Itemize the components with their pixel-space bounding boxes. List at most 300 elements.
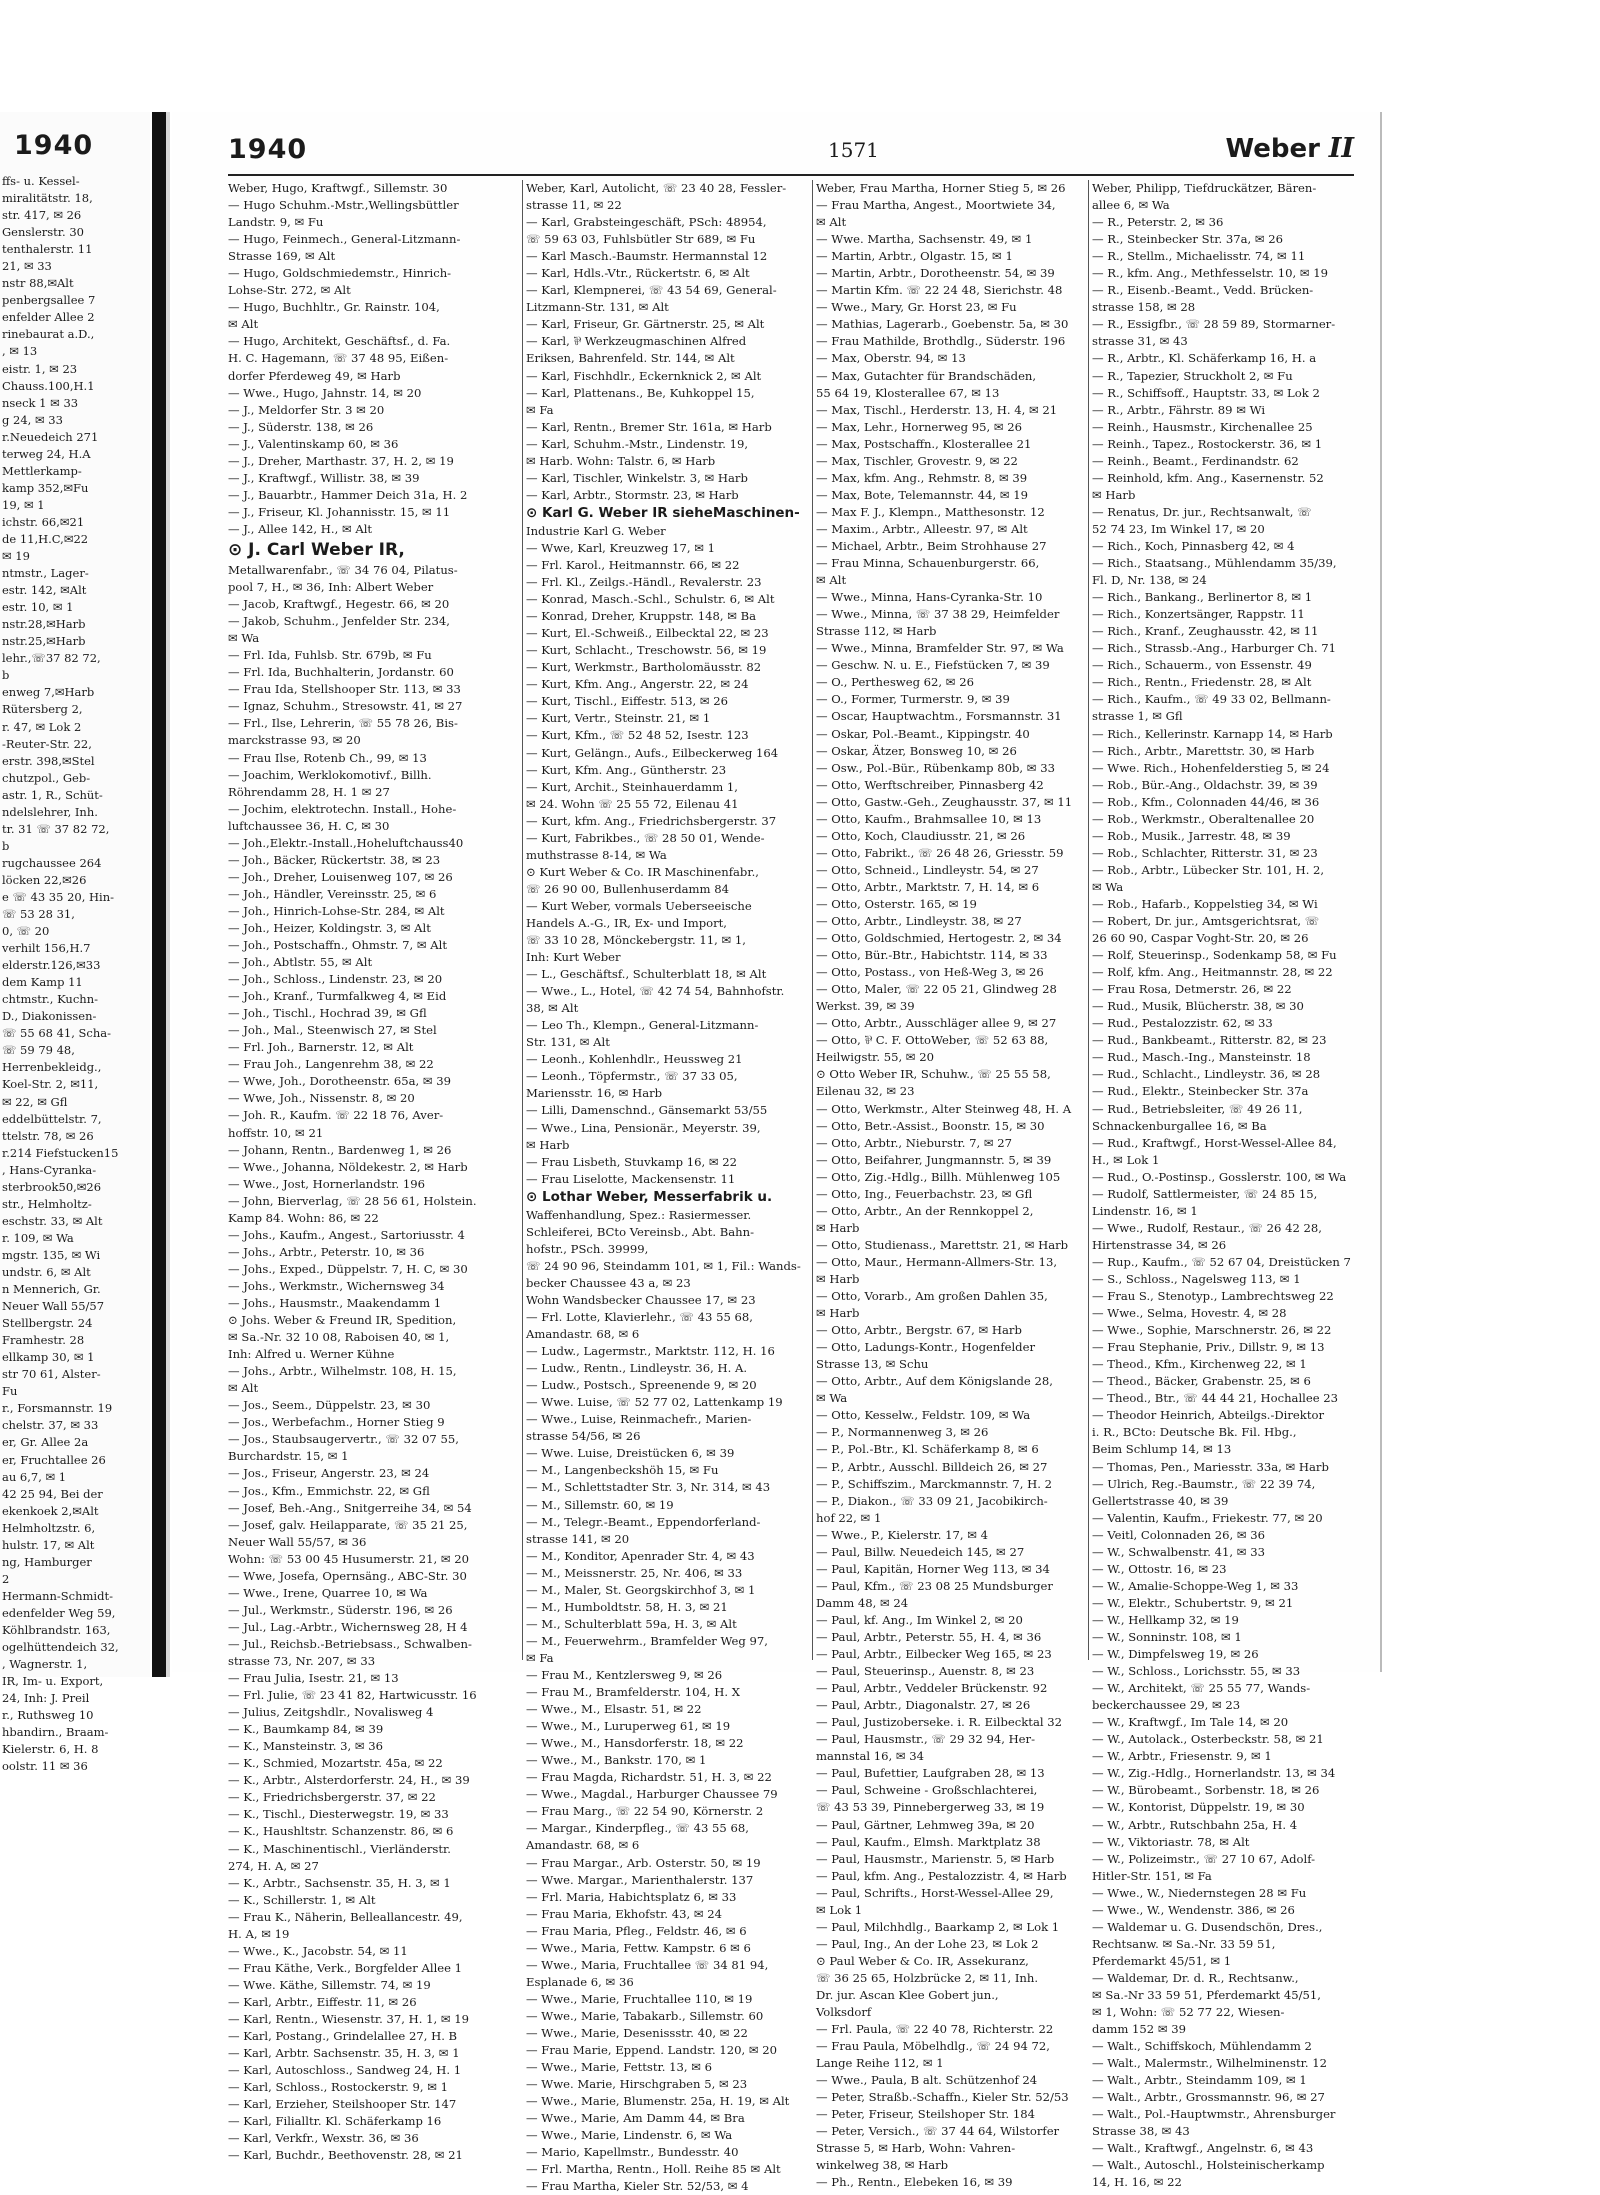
directory-entry-line: — Wwe., W., Niedernstegen 28 ✉ Fu xyxy=(1092,1885,1307,1900)
previous-page-line: e ☏ 43 35 20, Hin- xyxy=(2,889,115,904)
previous-page-line: r., Forsmannstr. 19 xyxy=(2,1401,113,1416)
directory-page xyxy=(172,112,1382,2194)
directory-entry-line: strasse 141, ✉ 20 xyxy=(526,1531,630,1546)
directory-entry-line: — K., Tischl., Diesterwegstr. 19, ✉ 33 xyxy=(228,1807,449,1822)
directory-entry-line: 52 74 23, Im Winkel 17, ✉ 20 xyxy=(1092,521,1265,536)
previous-page-line: Stellbergstr. 24 xyxy=(2,1316,93,1331)
directory-entry-line: muthstrasse 8-14, ✉ Wa xyxy=(526,847,667,862)
directory-entry-line: — Wwe., Marie, Fettstr. 13, ✉ 6 xyxy=(526,2060,713,2075)
directory-entry-line: — Jul., Reichsb.-Betriebsass., Schwalben- xyxy=(228,1636,472,1651)
directory-entry-line: — Karl, Fischhdlr., Eckernknick 2, ✉ Alt xyxy=(526,368,762,383)
directory-entry-line: — Leonh., Kohlenhdlr., Heussweg 21 xyxy=(526,1052,743,1067)
directory-entry-line: ☏ 26 90 00, Bullenhuserdamm 84 xyxy=(526,881,729,896)
directory-entry-line: — Kurt, Fabrikbes., ☏ 28 50 01, Wende- xyxy=(526,830,765,845)
directory-entry-line: — Josef, galv. Heilapparate, ☏ 35 21 25, xyxy=(228,1517,468,1532)
previous-page-line: chutzpol., Geb- xyxy=(2,770,91,785)
previous-page-line: Chauss.100,H.1 xyxy=(2,378,95,393)
directory-entry-line: ✉ Alt xyxy=(816,573,847,588)
directory-entry-line: Strasse 38, ✉ 43 xyxy=(1092,2124,1190,2139)
previous-page-line: hulstr. 17, ✉ Alt xyxy=(2,1537,95,1552)
previous-page-line: 19, ✉ 1 xyxy=(2,497,45,512)
previous-page-line: undstr. 6, ✉ Alt xyxy=(2,1265,91,1279)
directory-entry-line: — Wwe., Minna, Bramfelder Str. 97, ✉ Wa xyxy=(816,641,1064,656)
directory-entry-line: ⊙ Paul Weber & Co. IR, Assekuranz, xyxy=(816,1953,1029,1968)
directory-entry-line: — Johs., Hausmstr., Maakendamm 1 xyxy=(228,1296,442,1310)
directory-entry-line: — Frau Käthe, Verk., Borgfelder Allee 1 xyxy=(228,1960,463,1975)
previous-page-line: kamp 352,✉Fu xyxy=(2,480,89,495)
directory-entry-line: ⊙ Karl G. Weber IR sieheMaschinen- xyxy=(526,504,800,521)
directory-entry-line: Industrie Karl G. Weber xyxy=(526,523,666,538)
directory-entry-line: — M., Meissnerstr. 25, Nr. 406, ✉ 33 xyxy=(526,1565,743,1580)
directory-entry-line: — R., Arbtr., Fährstr. 89 ✉ Wi xyxy=(1092,402,1266,417)
directory-entry-line: — Rob., Bür.-Ang., Oldachstr. 39, ✉ 39 xyxy=(1092,777,1318,792)
directory-entry-line: — Rud., Elektr., Steinbecker Str. 37a xyxy=(1092,1084,1309,1099)
directory-entry-line: ✉ Harb xyxy=(816,1220,860,1235)
column-2 xyxy=(522,180,810,2194)
directory-entry-line: — Wwe, Joh., Dorotheenstr. 65a, ✉ 39 xyxy=(228,1074,452,1089)
directory-entry-line: — Ludw., Postsch., Spreenende 9, ✉ 20 xyxy=(526,1378,757,1393)
directory-entry-line: Strasse 169, ✉ Alt xyxy=(228,249,336,264)
directory-entry-line: — Max, kfm. Ang., Rehmstr. 8, ✉ 39 xyxy=(816,470,1028,485)
directory-entry-line: — Otto, Maur., Hermann-Allmers-Str. 13, xyxy=(816,1254,1058,1269)
directory-entry-line: — W., Ottostr. 16, ✉ 23 xyxy=(1092,1561,1227,1576)
previous-page-line: ☏ 55 68 41, Scha- xyxy=(2,1026,112,1041)
directory-entry-line: mannstal 16, ✉ 34 xyxy=(816,1749,925,1764)
directory-entry-line: — Frl. Maria, Habichtsplatz 6, ✉ 33 xyxy=(526,1889,737,1904)
directory-entry-line: — R., Stellm., Michaelisstr. 74, ✉ 11 xyxy=(1092,249,1306,264)
directory-entry-line: 26 60 90, Caspar Voght-Str. 20, ✉ 26 xyxy=(1092,931,1309,946)
directory-entry-line: — M., Humboldtstr. 58, H. 3, ✉ 21 xyxy=(526,1599,728,1614)
directory-entry-line: — J., Allee 142, H., ✉ Alt xyxy=(228,521,373,536)
directory-entry-line: Weber, Philipp, Tiefdruckätzer, Bären- xyxy=(1092,181,1317,195)
previous-page-line: Herrenbekleidg., xyxy=(2,1060,102,1075)
directory-entry-line: — Rob., Schlachter, Ritterstr. 31, ✉ 23 xyxy=(1092,845,1318,860)
directory-entry-line: — Johs., Kaufm., Angest., Sartoriusstr. 4 xyxy=(228,1227,465,1242)
previous-page-line: ttelstr. 78, ✉ 26 xyxy=(2,1128,94,1143)
directory-entry-line: — Johs., Exped., Düppelstr. 7, H. C, ✉ 30 xyxy=(228,1261,468,1276)
previous-page-line: Mettlerkamp- xyxy=(2,463,82,478)
directory-entry-line: — Frau Liselotte, Mackensenstr. 11 xyxy=(526,1171,736,1186)
directory-entry-line: — M., Sillemstr. 60, ✉ 19 xyxy=(526,1497,674,1512)
directory-entry-line: ✉ 24. Wohn ☏ 25 55 72, Eilenau 41 xyxy=(526,796,739,811)
previous-page-line: ☏ 59 79 48, xyxy=(2,1043,75,1058)
directory-entry-line: — Otto, Betr.-Assist., Boonstr. 15, ✉ 30 xyxy=(816,1118,1045,1133)
directory-entry-line: — L., Geschäftsf., Schulterblatt 18, ✉ Alt xyxy=(526,967,767,982)
directory-entry-line: — Wwe., Minna, Hans-Cyranka-Str. 10 xyxy=(816,590,1043,605)
directory-entry-line: — Otto, Arbtr., Ausschläger allee 9, ✉ 27 xyxy=(816,1016,1057,1031)
directory-entry-line: — Ignaz, Schuhm., Stresowstr. 41, ✉ 27 xyxy=(228,699,463,714)
previous-page-line: 2 xyxy=(2,1571,10,1586)
directory-entry-line: damm 152 ✉ 39 xyxy=(1092,2022,1186,2037)
directory-entry-line: luftchaussee 36, H. C, ✉ 30 xyxy=(228,818,390,833)
previous-page-line: ndelslehrer, Inh. xyxy=(2,804,98,819)
directory-entry-line: — Paul, Ing., An der Lohe 23, ✉ Lok 2 xyxy=(816,1936,1039,1951)
directory-entry-line: — Jos., Werbefachm., Horner Stieg 9 xyxy=(228,1415,445,1430)
directory-entry-line: — Kurt, Tischl., Eiffestr. 513, ✉ 26 xyxy=(526,694,729,709)
previous-page-line: nseck 1 ✉ 33 xyxy=(2,395,79,410)
directory-entry-line: — Rich., Schauerm., von Essenstr. 49 xyxy=(1092,658,1312,673)
directory-entry-line: — Johs., Arbtr., Wilhelmstr. 108, H. 15, xyxy=(228,1364,457,1379)
previous-page-line: b xyxy=(2,668,10,683)
book-gutter-edge xyxy=(166,112,170,1677)
directory-entry-line: — Paul, Kfm., ☏ 23 08 25 Mundsburger xyxy=(816,1578,1053,1593)
directory-entry-line: H., ✉ Lok 1 xyxy=(1092,1152,1160,1167)
directory-entry-line: ☏ 59 63 03, Fuhlsbütler Str 689, ✉ Fu xyxy=(526,232,756,247)
directory-entry-line: — Wwe., M., Elsastr. 51, ✉ 22 xyxy=(526,1702,702,1717)
previous-page-line: oolstr. 11 ✉ 36 xyxy=(2,1759,88,1774)
directory-entry-line: — Paul, Gärtner, Lehmweg 39a, ✉ 20 xyxy=(816,1817,1035,1832)
directory-entry-line: — Karl, Schloss., Rostockerstr. 9, ✉ 1 xyxy=(228,2080,449,2095)
directory-entry-line: ☏ 33 10 28, Mönckebergstr. 11, ✉ 1, xyxy=(526,933,746,948)
directory-entry-line: Dr. jur. Ascan Klee Gobert jun., xyxy=(816,1987,999,2002)
previous-page-line: ✉ 22, ✉ Gfl xyxy=(2,1094,68,1109)
directory-entry-line: — P., Pol.-Btr., Kl. Schäferkamp 8, ✉ 6 xyxy=(816,1442,1039,1457)
directory-entry-line: — Walt., Pol.-Hauptwmstr., Ahrensburger xyxy=(1092,2107,1336,2122)
directory-entry-line: — W., Kraftwgf., Im Tale 14, ✉ 20 xyxy=(1092,1715,1289,1730)
directory-entry-line: ☏ 24 90 96, Steindamm 101, ✉ 1, Fil.: Wands- xyxy=(526,1258,801,1273)
directory-entry-line: strasse 11, ✉ 22 xyxy=(526,198,622,213)
directory-entry-line: hofstr., PSch. 39999, xyxy=(526,1241,649,1256)
directory-entry-line: — Wwe., Sophie, Marschnerstr. 26, ✉ 22 xyxy=(1092,1323,1332,1338)
previous-page-line: rugchaussee 264 xyxy=(2,855,102,870)
directory-entry-line: — P., Diakon., ☏ 33 09 21, Jacobikirch- xyxy=(816,1493,1048,1508)
directory-entry-line: — Frl. Ida, Fuhlsb. Str. 679b, ✉ Fu xyxy=(228,648,432,663)
directory-entry-line: — Jos., Friseur, Angerstr. 23, ✉ 24 xyxy=(228,1466,430,1481)
directory-entry-line: — Frau Lisbeth, Stuvkamp 16, ✉ 22 xyxy=(526,1154,737,1169)
directory-entry-line: ✉ Wa xyxy=(1092,879,1124,894)
previous-page-year: 1940 xyxy=(14,130,94,161)
directory-entry-line: — J., Süderstr. 138, ✉ 26 xyxy=(228,419,374,434)
directory-entry-line: — Rich., Strassb.-Ang., Harburger Ch. 71 xyxy=(1092,641,1336,656)
directory-entry-line: — Otto, Werftschreiber, Pinnasberg 42 xyxy=(816,777,1044,792)
directory-entry-line: — Wwe., Marie, Fruchtallee 110, ✉ 19 xyxy=(526,1991,753,2006)
directory-entry-line: — M., Feuerwehrm., Bramfelder Weg 97, xyxy=(526,1633,768,1648)
directory-entry-line: — Karl, Plattenans., Be, Kuhkoppel 15, xyxy=(526,385,755,400)
directory-entry-line: Hirtenstrasse 34, ✉ 26 xyxy=(1092,1237,1227,1252)
column-3 xyxy=(812,180,1100,2190)
previous-page-line: Genslerstr. 30 xyxy=(2,225,84,240)
directory-entry-line: Röhrendamm 28, H. 1 ✉ 27 xyxy=(228,784,390,799)
directory-entry-line: — K., Baumkamp 84, ✉ 39 xyxy=(228,1722,384,1737)
directory-entry-line: — Frau Ilse, Rotenb Ch., 99, ✉ 13 xyxy=(228,750,427,765)
directory-entry-line: — Otto, Goldschmied, Hertogestr. 2, ✉ 34 xyxy=(816,931,1062,946)
directory-entry-line: — Wwe., Marie, Blumenstr. 25a, H. 19, ✉ Alt xyxy=(526,2094,790,2109)
directory-entry-line: — Karl, Arbtr. Sachsenstr. 35, H. 3, ✉ 1 xyxy=(228,2046,460,2061)
directory-entry-line: — Paul, Milchhdlg., Baarkamp 2, ✉ Lok 1 xyxy=(816,1919,1060,1934)
directory-entry-line: — Otto, Arbtr., Lindleystr. 38, ✉ 27 xyxy=(816,914,1022,929)
directory-entry-line: Handels A.-G., IR, Ex- und Import, xyxy=(526,915,727,930)
directory-entry-line: — Rich., Kranf., Zeughausstr. 42, ✉ 11 xyxy=(1092,624,1319,639)
previous-page-line: ichstr. 66,✉21 xyxy=(2,514,85,529)
directory-entry-line: — W., Schwalbenstr. 41, ✉ 33 xyxy=(1092,1544,1265,1559)
directory-entry-line: — Otto, Studienass., Marettstr. 21, ✉ Harb xyxy=(816,1237,1069,1252)
directory-entry-line: — Theodor Heinrich, Abteilgs.-Direktor xyxy=(1092,1408,1324,1423)
directory-entry-line: Fl. D, Nr. 138, ✉ 24 xyxy=(1092,573,1207,588)
directory-entry-line: — Osw., Pol.-Bür., Rübenkamp 80b, ✉ 33 xyxy=(816,760,1055,775)
directory-entry-line: Strasse 5, ✉ Harb, Wohn: Vahren- xyxy=(816,2141,1016,2156)
directory-entry-line: — W., Arbtr., Friesenstr. 9, ✉ 1 xyxy=(1092,1749,1272,1764)
directory-entry-line: — Frau Paula, Möbelhdlg., ☏ 24 94 72, xyxy=(816,2039,1050,2054)
directory-entry-line: Rechtsanw. ✉ Sa.-Nr. 33 59 51, xyxy=(1092,1936,1276,1951)
directory-entry-line: — Martin Kfm. ☏ 22 24 48, Sierichstr. 48 xyxy=(816,283,1063,298)
directory-entry-line: 14, H. 16, ✉ 22 xyxy=(1092,2175,1182,2190)
directory-entry-line: — Frau Martha, Kieler Str. 52/53, ✉ 4 xyxy=(526,2179,749,2194)
page-running-word: Weber xyxy=(1225,134,1320,164)
directory-entry-line: Volksdorf xyxy=(816,2005,872,2020)
directory-entry-line: — J., Dreher, Marthastr. 37, H. 2, ✉ 19 xyxy=(228,453,454,468)
directory-entry-line: — Wwe., M., Hansdorferstr. 18, ✉ 22 xyxy=(526,1736,744,1751)
directory-entry-line: — Frau Stephanie, Priv., Dillstr. 9, ✉ 13 xyxy=(1092,1340,1325,1355)
previous-page-line: erstr. 398,✉Stel xyxy=(2,753,95,768)
previous-page-line: mgstr. 135, ✉ Wi xyxy=(2,1247,101,1262)
directory-entry-line: Schleiferei, BCto Vereinsb., Abt. Bahn- xyxy=(526,1224,755,1239)
directory-entry-line: — R., Arbtr., Kl. Schäferkamp 16, H. a xyxy=(1092,351,1317,366)
directory-entry-line: ✉ Wa xyxy=(228,631,260,646)
directory-entry-line: — R., Essigfbr., ☏ 28 59 89, Stormarner- xyxy=(1092,317,1336,332)
previous-page-line: ellkamp 30, ✉ 1 xyxy=(2,1350,95,1365)
directory-entry-line: ✉ Fa xyxy=(526,402,554,417)
directory-entry-line: — W., Schloss., Lorichsstr. 55, ✉ 33 xyxy=(1092,1664,1301,1679)
previous-page-line: n Mennerich, Gr. xyxy=(2,1282,101,1297)
directory-entry-line: — M., Maler, St. Georgskirchhof 3, ✉ 1 xyxy=(526,1582,756,1597)
directory-entry-line: Str. 131, ✉ Alt xyxy=(526,1035,610,1050)
directory-entry-line: — Wwe, Karl, Kreuzweg 17, ✉ 1 xyxy=(526,540,715,555)
previous-page-line: eddelbüttelstr. 7, xyxy=(2,1111,102,1126)
directory-entry-line: — Wwe., Marie, Am Damm 44, ✉ Bra xyxy=(526,2111,745,2126)
directory-entry-line: — Karl, Klempnerei, ☏ 43 54 69, General- xyxy=(526,283,777,298)
directory-entry-line: ✉ Alt xyxy=(816,215,847,230)
directory-entry-line: — Wwe., P., Kielerstr. 17, ✉ 4 xyxy=(816,1527,989,1542)
directory-entry-line: — Paul, Justizoberseke. i. R. Eilbecktal 32 xyxy=(816,1715,1063,1730)
directory-entry-line: — Joh., Tischl., Hochrad 39, ✉ Gfl xyxy=(228,1006,427,1021)
directory-entry-line: — M., Telegr.-Beamt., Eppendorferland- xyxy=(526,1514,761,1529)
directory-entry-line: — Wwe. Rich., Hohenfelderstieg 5, ✉ 24 xyxy=(1092,760,1330,775)
directory-entry-line: — W., Autolack., Osterbeckstr. 58, ✉ 21 xyxy=(1092,1732,1324,1747)
directory-entry-line: — Lilli, Damenschnd., Gänsemarkt 53/55 xyxy=(526,1103,768,1118)
directory-entry-line: Strasse 13, ✉ Schu xyxy=(816,1357,929,1372)
directory-entry-line: — Jochim, elektrotechn. Install., Hohe- xyxy=(228,801,457,816)
directory-entry-line: Burchardstr. 15, ✉ 1 xyxy=(228,1449,349,1464)
directory-entry-line: — Rich., Rentn., Friedenstr. 28, ✉ Alt xyxy=(1092,675,1312,690)
previous-page-line: ogelhüttendeich 32, xyxy=(2,1640,119,1655)
previous-page-line: Hermann-Schmidt- xyxy=(2,1588,113,1603)
directory-entry-line: — Wwe., Jost, Hornerlandstr. 196 xyxy=(228,1176,426,1191)
directory-entry-line: — Renatus, Dr. jur., Rechtsanwalt, ☏ xyxy=(1092,504,1312,519)
directory-entry-line: — Frau Marie, Eppend. Landstr. 120, ✉ 20 xyxy=(526,2043,778,2058)
directory-entry-line: winkelweg 38, ✉ Harb xyxy=(816,2158,949,2173)
directory-entry-line: — Otto, Gastw.-Geh., Zeughausstr. 37, ✉ 11 xyxy=(816,794,1073,809)
previous-page-line: nstr.25,✉Harb xyxy=(2,634,86,649)
directory-entry-line: — Kurt, Archit., Steinhauerdamm 1, xyxy=(526,779,738,794)
directory-entry-line: — Frau Maria, Pfleg., Feldstr. 46, ✉ 6 xyxy=(526,1923,747,1938)
directory-entry-line: — W., Bürobeamt., Sorbenstr. 18, ✉ 26 xyxy=(1092,1783,1320,1798)
directory-entry-line: — K., Arbtr., Sachsenstr. 35, H. 3, ✉ 1 xyxy=(228,1875,451,1890)
directory-entry-line: — Otto, Arbtr., Bergstr. 67, ✉ Harb xyxy=(816,1323,1022,1338)
directory-entry-line: Wohn: ☏ 53 00 45 Husumerstr. 21, ✉ 20 xyxy=(228,1551,470,1566)
directory-entry-line: Esplanade 6, ✉ 36 xyxy=(526,1974,634,1989)
previous-page-line: IR, Im- u. Export, xyxy=(2,1674,104,1689)
previous-page-line: -Reuter-Str. 22, xyxy=(2,736,92,751)
previous-page-line: ng, Hamburger xyxy=(2,1554,92,1569)
directory-entry-line: Inh: Kurt Weber xyxy=(526,950,621,965)
directory-entry-line: — Frl. Kl., Zeilgs.-Händl., Revalerstr. 23 xyxy=(526,575,762,590)
directory-entry-line: — Karl, Grabsteingeschäft, PSch: 48954, xyxy=(526,215,767,230)
directory-entry-line: — W., Zig.-Hdlg., Hornerlandstr. 13, ✉ 34 xyxy=(1092,1766,1336,1781)
previous-page-line: ffs- u. Kessel- xyxy=(2,174,80,188)
directory-entry-line: — Wwe., Maria, Fruchtallee ☏ 34 81 94, xyxy=(526,1957,769,1972)
directory-entry-line: — O., Perthesweg 62, ✉ 26 xyxy=(816,675,974,690)
directory-entry-line: — Theod., Btr., ☏ 44 44 21, Hochallee 23 xyxy=(1092,1391,1339,1406)
previous-page-line: ☏ 53 28 31, xyxy=(2,907,75,922)
directory-entry-line: — Joh., Mal., Steenwisch 27, ✉ Stel xyxy=(228,1023,437,1038)
directory-entry-line: — Joh., Hinrich-Lohse-Str. 284, ✉ Alt xyxy=(228,903,445,918)
directory-entry-line: — Frl., Ilse, Lehrerin, ☏ 55 78 26, Bis- xyxy=(228,716,458,731)
directory-entry-line: — Karl, Postang., Grindelallee 27, H. B xyxy=(228,2029,458,2044)
directory-entry-line: — Oskar, Pol.-Beamt., Kippingstr. 40 xyxy=(816,726,1030,741)
directory-entry-line: — Wwe., Marie, Desenissstr. 40, ✉ 22 xyxy=(526,2025,748,2040)
directory-entry-line: — Wwe., Selma, Hovestr. 4, ✉ 28 xyxy=(1092,1306,1287,1321)
previous-page-line: Rütersberg 2, xyxy=(2,702,83,717)
directory-entry-line: — O., Former, Turmerstr. 9, ✉ 39 xyxy=(816,692,1010,707)
directory-entry-line: Litzmann-Str. 131, ✉ Alt xyxy=(526,300,669,315)
header-rule xyxy=(228,174,1354,176)
directory-entry-line: — W., Viktoriastr. 78, ✉ Alt xyxy=(1092,1834,1250,1849)
directory-entry-line: — W., Hellkamp 32, ✉ 19 xyxy=(1092,1612,1239,1627)
directory-entry-line: ✉ Harb. Wohn: Talstr. 6, ✉ Harb xyxy=(526,453,716,468)
directory-entry-line: — J., Friseur, Kl. Johannisstr. 15, ✉ 11 xyxy=(228,504,451,519)
directory-entry-line: — Rich., Bankang., Berlinertor 8, ✉ 1 xyxy=(1092,590,1313,605)
directory-entry-line: — Wwe., Marie, Tabakarb., Sillemstr. 60 xyxy=(526,2008,764,2023)
previous-page-line: D., Diakonissen- xyxy=(2,1009,97,1024)
directory-entry-line: — Rud., Masch.-Ing., Mansteinstr. 18 xyxy=(1092,1050,1311,1065)
directory-entry-line: — Reinh., Tapez., Rostockerstr. 36, ✉ 1 xyxy=(1092,436,1323,451)
directory-entry-line: — Paul, Hausmstr., Marienstr. 5, ✉ Harb xyxy=(816,1851,1055,1866)
directory-entry-line: — Oskar, Ätzer, Bonsweg 10, ✉ 26 xyxy=(816,743,1017,758)
directory-entry-line: — Karl, Erzieher, Steilshooper Str. 147 xyxy=(228,2097,457,2112)
directory-entry-line: — W., Sonninstr. 108, ✉ 1 xyxy=(1092,1629,1242,1644)
directory-entry-line: — Frl. Lotte, Klavierlehr., ☏ 43 55 68, xyxy=(526,1310,753,1324)
directory-entry-line: — Frau Mathilde, Brothdlg., Süderstr. 196 xyxy=(816,334,1066,349)
directory-entry-line: — Otto, Maler, ☏ 22 05 21, Glindweg 28 xyxy=(816,982,1057,997)
directory-entry-line: allee 6, ✉ Wa xyxy=(1092,198,1170,213)
column-4 xyxy=(1088,180,1358,2190)
previous-page-line: ntmstr., Lager- xyxy=(2,566,89,581)
directory-entry-line: — Frl. Julie, ☏ 23 41 82, Hartwicusstr. 16 xyxy=(228,1688,477,1703)
directory-entry-line: ✉ 1, Wohn: ☏ 52 77 22, Wiesen- xyxy=(1092,2005,1285,2020)
directory-entry-line: — Peter, Versich., ☏ 37 44 64, Wilstorfer xyxy=(816,2124,1060,2139)
directory-entry-line: ✉ Alt xyxy=(228,317,259,332)
directory-entry-line: — Hugo, Feinmech., General-Litzmann- xyxy=(228,232,461,247)
directory-entry-line: Kamp 84. Wohn: 86, ✉ 22 xyxy=(228,1210,379,1225)
directory-entry-line: — P., Normannenweg 3, ✉ 26 xyxy=(816,1425,989,1440)
previous-page-line: 21, ✉ 33 xyxy=(2,259,52,274)
directory-entry-line: — Max, Postschaffn., Klosterallee 21 xyxy=(816,436,1032,451)
directory-entry-line: — Otto, Postass., von Heß-Weg 3, ✉ 26 xyxy=(816,965,1044,980)
directory-entry-line: — Wwe., Hugo, Jahnstr. 14, ✉ 20 xyxy=(228,385,422,400)
directory-entry-line: — Hugo, Goldschmiedemstr., Hinrich- xyxy=(228,266,452,281)
directory-entry-line: — Reinh., Hausmstr., Kirchenallee 25 xyxy=(1092,419,1313,434)
directory-entry-line: — Otto, Kaufm., Brahmsallee 10, ✉ 13 xyxy=(816,811,1042,826)
directory-entry-line: — Max, Tischl., Herderstr. 13, H. 4, ✉ 21 xyxy=(816,402,1058,417)
directory-entry-line: — Frl. Karol., Heitmannstr. 66, ✉ 22 xyxy=(526,557,740,572)
directory-entry-line: — Jos., Seem., Düppelstr. 23, ✉ 30 xyxy=(228,1398,431,1413)
directory-entry-line: — Max, Oberstr. 94, ✉ 13 xyxy=(816,351,966,366)
directory-entry-line: Amandastr. 68, ✉ 6 xyxy=(526,1838,640,1853)
previous-page-line: 0, ☏ 20 xyxy=(2,924,50,939)
directory-entry-line: — Thomas, Pen., Mariesstr. 33a, ✉ Harb xyxy=(1092,1459,1329,1474)
directory-entry-line: — Wwe., Magdal., Harburger Chaussee 79 xyxy=(526,1787,778,1802)
previous-page-line: astr. 1, R., Schüt- xyxy=(2,787,103,802)
directory-entry-line: — Otto, Arbtr., Marktstr. 7, H. 14, ✉ 6 xyxy=(816,879,1040,894)
directory-entry-line: — Ludw., Lagermstr., Marktstr. 112, H. 16 xyxy=(526,1344,775,1359)
previous-page-line: r.Neuedeich 271 xyxy=(2,429,99,444)
previous-page-line: estr. 10, ✉ 1 xyxy=(2,600,74,615)
directory-entry-line: — Rich., Koch, Pinnasberg 42, ✉ 4 xyxy=(1092,538,1295,553)
directory-entry-line: — Karl, Rentn., Bremer Str. 161a, ✉ Harb xyxy=(526,419,772,434)
directory-entry-line: — Paul, Steuerinsp., Auenstr. 8, ✉ 23 xyxy=(816,1664,1035,1679)
directory-entry-line: marckstrasse 93, ✉ 20 xyxy=(228,733,361,748)
directory-entry-line: — Max, Gutachter für Brandschäden, xyxy=(816,368,1037,383)
directory-entry-line: — Kurt, Schlacht., Treschowstr. 56, ✉ 19 xyxy=(526,643,767,658)
directory-entry-line: ⊙ Kurt Weber & Co. IR Maschinenfabr., xyxy=(526,864,759,879)
directory-entry-line: — K., Schmied, Mozartstr. 45a, ✉ 22 xyxy=(228,1756,443,1771)
directory-entry-line: — W., Elektr., Schubertstr. 9, ✉ 21 xyxy=(1092,1595,1294,1610)
directory-entry-line: — Paul, Hausmstr., ☏ 29 32 94, Her- xyxy=(816,1732,1035,1747)
directory-entry-line: — Frau Julia, Isestr. 21, ✉ 13 xyxy=(228,1671,399,1686)
previous-page-line: enfelder Allee 2 xyxy=(2,310,95,325)
directory-entry-line: — Karl, Hdls.-Vtr., Rückertstr. 6, ✉ Alt xyxy=(526,266,750,281)
previous-page-line: miralitätstr. 18, xyxy=(2,191,93,206)
previous-page-line: 42 25 94, Bei der xyxy=(2,1486,103,1501)
directory-entry-line: — Joh., Kranf., Turmfalkweg 4, ✉ Eid xyxy=(228,989,447,1004)
directory-entry-line: ✉ Sa.-Nr 33 59 51, Pferdemarkt 45/51, xyxy=(1092,1987,1321,2002)
directory-entry-line: becker Chaussee 43 a, ✉ 23 xyxy=(526,1275,691,1290)
directory-entry-line: — Joh., Abtlstr. 55, ✉ Alt xyxy=(228,955,373,970)
previous-page-line: er, Gr. Allee 2a xyxy=(2,1435,89,1450)
directory-entry-line: ✉ Harb xyxy=(526,1137,570,1152)
directory-entry-line: — Wwe., Luise, Reinmachefr., Marien- xyxy=(526,1412,752,1427)
directory-entry-line: — Kurt, Kfm., ☏ 52 48 52, Isestr. 123 xyxy=(526,728,749,743)
directory-entry-line: Landstr. 9, ✉ Fu xyxy=(228,215,324,230)
directory-entry-line: — Konrad, Masch.-Schl., Schulstr. 6, ✉ Alt xyxy=(526,592,775,607)
directory-entry-line: Inh: Alfred u. Werner Kühne xyxy=(228,1347,395,1362)
directory-entry-line: — Paul, Kapitän, Horner Weg 113, ✉ 34 xyxy=(816,1561,1050,1576)
directory-entry-line: — Rud., Kraftwgf., Horst-Wessel-Allee 84, xyxy=(1092,1135,1337,1150)
directory-entry-line: — Paul, kfm. Ang., Pestalozzistr. 4, ✉ Harb xyxy=(816,1868,1067,1883)
directory-entry-line: — Peter, Friseur, Steilshoper Str. 184 xyxy=(816,2107,1035,2122)
directory-entry-line: — Rich., Kaufm., ☏ 49 33 02, Bellmann- xyxy=(1092,692,1331,707)
directory-entry-line: — Wwe., M., Luruperweg 61, ✉ 19 xyxy=(526,1719,731,1734)
directory-entry-line: — Paul, Kaufm., Elmsh. Marktplatz 38 xyxy=(816,1834,1041,1849)
previous-page-line: nstr 88,✉Alt xyxy=(2,276,74,291)
directory-entry-line: — Paul, Arbtr., Veddeler Brückenstr. 92 xyxy=(816,1681,1048,1696)
previous-page-line: sterbrook50,✉26 xyxy=(2,1179,102,1194)
directory-entry-line: 274, H. A, ✉ 27 xyxy=(228,1858,319,1873)
directory-entry-line: — Hugo, Architekt, Geschäftsf., d. Fa. xyxy=(228,334,451,349)
directory-entry-line: — Paul, Arbtr., Peterstr. 55, H. 4, ✉ 36 xyxy=(816,1629,1042,1644)
directory-entry-line: — Joh., Schloss., Lindenstr. 23, ✉ 20 xyxy=(228,972,443,987)
directory-entry-line: Eilenau 32, ✉ 23 xyxy=(816,1084,915,1099)
previous-page-line: str 70 61, Alster- xyxy=(2,1367,101,1382)
directory-entry-line: ✉ Harb xyxy=(816,1272,860,1286)
directory-entry-line: — Theod., Bäcker, Grabenstr. 25, ✉ 6 xyxy=(1092,1374,1311,1389)
directory-entry-line: Waffenhandlung, Spez.: Rasiermesser. xyxy=(526,1207,752,1222)
directory-entry-line: — Rud., Pestalozzistr. 62, ✉ 33 xyxy=(1092,1016,1273,1031)
directory-entry-line: — Wwe. Luise, Dreistücken 6, ✉ 39 xyxy=(526,1446,735,1461)
directory-entry-line: — Frau Ida, Stellshooper Str. 113, ✉ 33 xyxy=(228,682,461,697)
directory-entry-line: ⊙ Lothar Weber, Messerfabrik u. xyxy=(526,1188,773,1205)
directory-entry-line: — Wwe., Johanna, Nöldekestr. 2, ✉ Harb xyxy=(228,1159,468,1174)
